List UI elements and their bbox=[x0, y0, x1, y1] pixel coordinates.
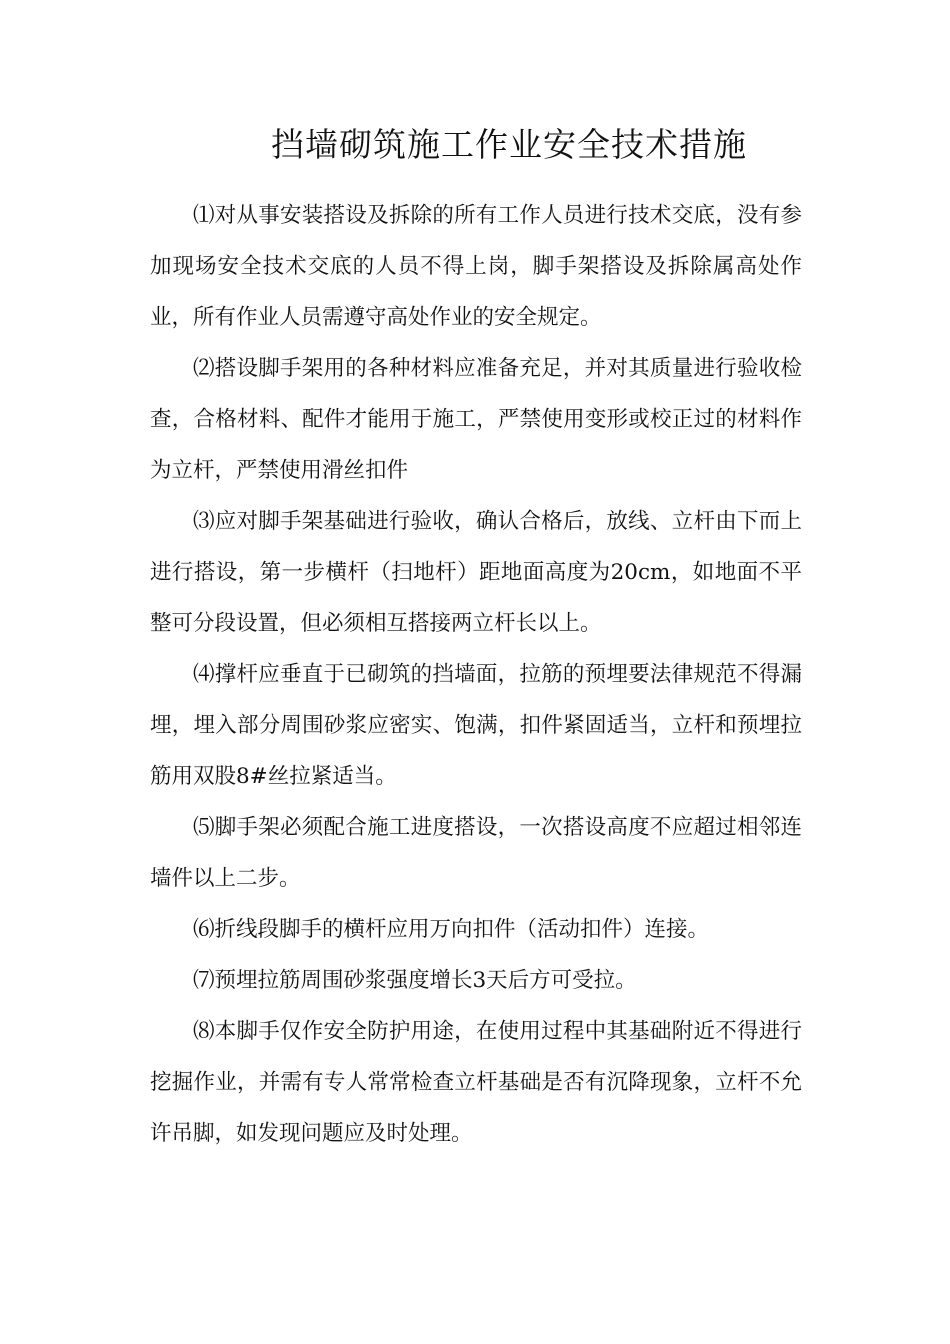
document-title: 挡墙砌筑施工作业安全技术措施 bbox=[271, 125, 747, 164]
paragraph-7: ⑺预埋拉筋周围砂浆强度增长3天后方可受拉。 bbox=[193, 968, 637, 993]
paragraph-6: ⑹折线段脚手的横杆应用万向扣件（活动扣件）连接。 bbox=[193, 917, 710, 942]
paragraph-8: ⑻本脚手仅作安全防护用途，在使用过程中其基础附近不得进行挖掘作业，并需有专人常常检查立杆基础是否有沉降现象，立杆不允许吊脚，如发现问题应及时处理。 bbox=[150, 1019, 802, 1146]
paragraph-1: ⑴对从事安装搭设及拆除的所有工作人员进行技术交底，没有参加现场安全技术交底的人员不得上岗，脚手架搭设及拆除属高处作业，所有作业人员需遵守高处作业的安全规定。 bbox=[150, 203, 802, 330]
paragraph-3: ⑶应对脚手架基础进行验收，确认合格后，放线、立杆由下而上进行搭设，第一步横杆（扫地杆）距地面高度为20cm，如地面不平整可分段设置，但必须相互搭接两立杆长以上。 bbox=[150, 509, 802, 636]
paragraph-5: ⑸脚手架必须配合施工进度搭设，一次搭设高度不应超过相邻连墙件以上二步。 bbox=[150, 815, 802, 891]
document-body bbox=[150, 190, 802, 1159]
paragraph-2: ⑵搭设脚手架用的各种材料应准备充足，并对其质量进行验收检查，合格材料、配件才能用于施工，严禁使用变形或校正过的材料作为立杆，严禁使用滑丝扣件 bbox=[150, 356, 802, 483]
paragraph-4: ⑷撑杆应垂直于已砌筑的挡墙面，拉筋的预埋要法律规范不得漏埋，埋入部分周围砂浆应密实、饱满，扣件紧固适当，立杆和预埋拉筋用双股8#丝拉紧适当。 bbox=[150, 662, 802, 789]
